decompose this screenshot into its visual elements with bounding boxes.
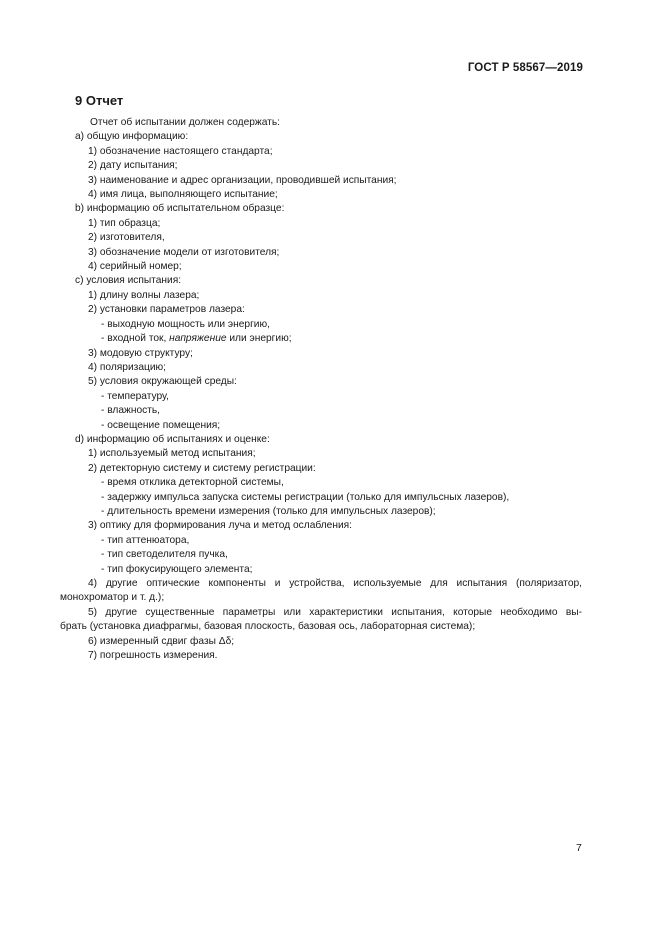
page-number: 7	[576, 842, 582, 854]
item-a: a) общую информацию:	[75, 131, 189, 143]
item-d4-text: 4) другие оптические компоненты и устройства, используемые для испытания (поляризатор,	[88, 578, 582, 589]
item-b1: 1) тип образца;	[88, 217, 161, 229]
item-b: b) информацию об испытательном образце:	[75, 203, 285, 215]
item-d3: 3) оптику для формирования луча и метод ослабления:	[88, 520, 353, 532]
item-a2: 2) дату испытания;	[88, 160, 178, 172]
item-d2b: - задержку импульса запуска системы регистрации (только для импульсных лазеров),	[101, 491, 510, 503]
item-d5-text: 5) другие существенные параметры или характеристики испытания, которые необходимо вы-	[88, 606, 582, 618]
item-c5: 5) условия окружающей среды:	[88, 376, 237, 388]
item-c2b	[60, 332, 582, 346]
item-d2a: - время отклика детекторной системы,	[101, 477, 284, 489]
item-d3b: - тип светоделителя пучка,	[101, 549, 228, 561]
item-c5c: - освещение помещения;	[101, 419, 221, 431]
item-d5-line1	[60, 606, 582, 620]
section-title: 9 Отчет	[75, 93, 124, 108]
item-c: c) условия испытания:	[75, 275, 182, 287]
item-d5-line2: брать (установка диафрагмы, базовая плоскость, базовая ось, лабораторная система);	[60, 621, 476, 633]
item-b4: 4) серийный номер;	[88, 261, 182, 273]
item-d1: 1) используемый метод испытания;	[88, 448, 256, 460]
item-c2b-pre: - входной ток,	[101, 333, 170, 345]
item-c2a: - выходную мощность или энергию,	[101, 318, 270, 330]
item-d6: 6) измеренный сдвиг фазы Δδ;	[88, 635, 235, 647]
item-c2: 2) установки параметров лазера:	[88, 304, 245, 316]
item-c2b-emphasis: напряжение	[169, 333, 227, 345]
intro-line: Отчет об испытании должен содержать:	[90, 117, 280, 128]
item-b3: 3) обозначение модели от изготовителя;	[88, 246, 280, 258]
item-d3c: - тип фокусирующего элемента;	[101, 563, 253, 575]
item-c5b: - влажность,	[101, 405, 161, 417]
item-d4-line1	[60, 577, 582, 591]
item-a1: 1) обозначение настоящего стандарта;	[88, 145, 273, 157]
document-code: ГОСТ Р 58567—2019	[467, 62, 583, 74]
item-c5a: - температуру,	[101, 390, 169, 402]
item-d7: 7) погрешность измерения.	[88, 650, 218, 662]
item-b2: 2) изготовителя,	[88, 232, 165, 244]
item-a3: 3) наименование и адрес организации, проводившей испытания;	[88, 174, 397, 186]
report-requirements-list	[60, 116, 582, 663]
item-d3a: - тип аттенюатора,	[101, 534, 190, 546]
item-d2c: - длительность времени измерения (только для импульсных лазеров);	[101, 505, 436, 517]
item-c2b-post: или энергию;	[226, 333, 292, 345]
item-c3: 3) модовую структуру;	[88, 347, 193, 359]
item-d: d) информацию об испытаниях и оценке:	[75, 433, 270, 445]
item-c1: 1) длину волны лазера;	[88, 289, 200, 301]
item-d4-line2: монохроматор и т. д.);	[60, 592, 165, 604]
item-c4: 4) поляризацию;	[88, 361, 166, 373]
item-d2: 2) детекторную систему и систему регистрации:	[88, 462, 316, 474]
item-a4: 4) имя лица, выполняющего испытание;	[88, 189, 278, 201]
